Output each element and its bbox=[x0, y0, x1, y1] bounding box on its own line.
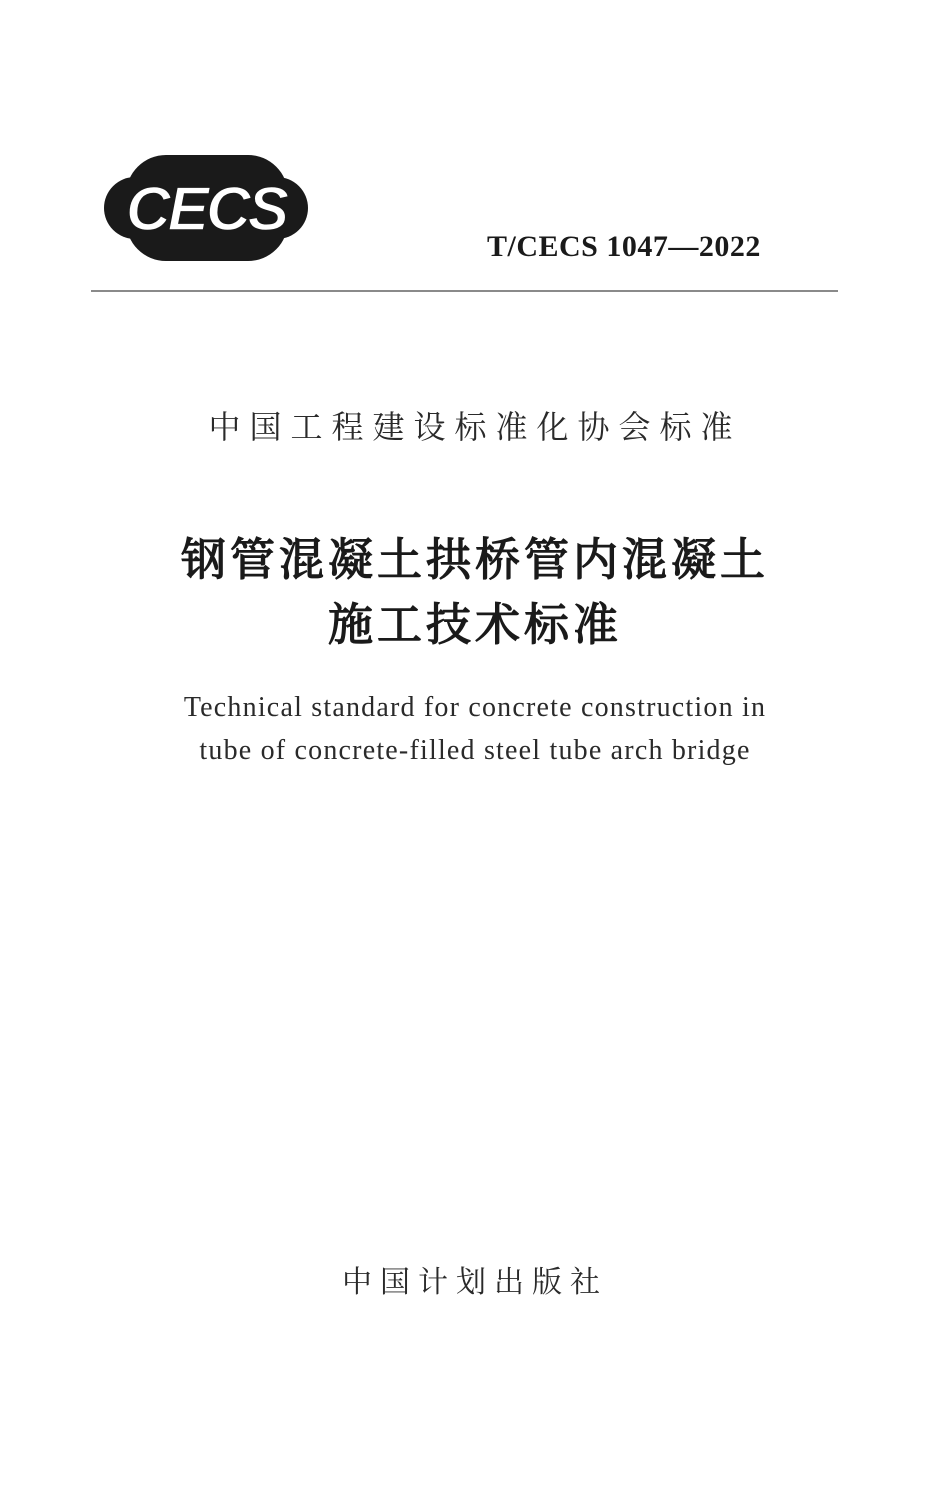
header-divider bbox=[91, 290, 838, 292]
svg-text:CECS: CECS bbox=[125, 175, 287, 244]
title-en-line1: Technical standard for concrete construction in bbox=[183, 692, 767, 723]
title-en-line2: tube of concrete-filled steel tube arch bridge bbox=[199, 735, 751, 766]
title-zh-line1: 钢管混凝土拱桥管内混凝土 bbox=[180, 533, 769, 586]
publisher-name: 中国计划出版社 bbox=[342, 1265, 608, 1300]
standard-number: T/CECS 1047—2022 bbox=[487, 230, 761, 263]
cecs-logo bbox=[104, 155, 308, 261]
association-label: 中国工程建设标准化协会标准 bbox=[208, 408, 742, 446]
title-zh-line2: 施工技术标准 bbox=[327, 598, 622, 651]
